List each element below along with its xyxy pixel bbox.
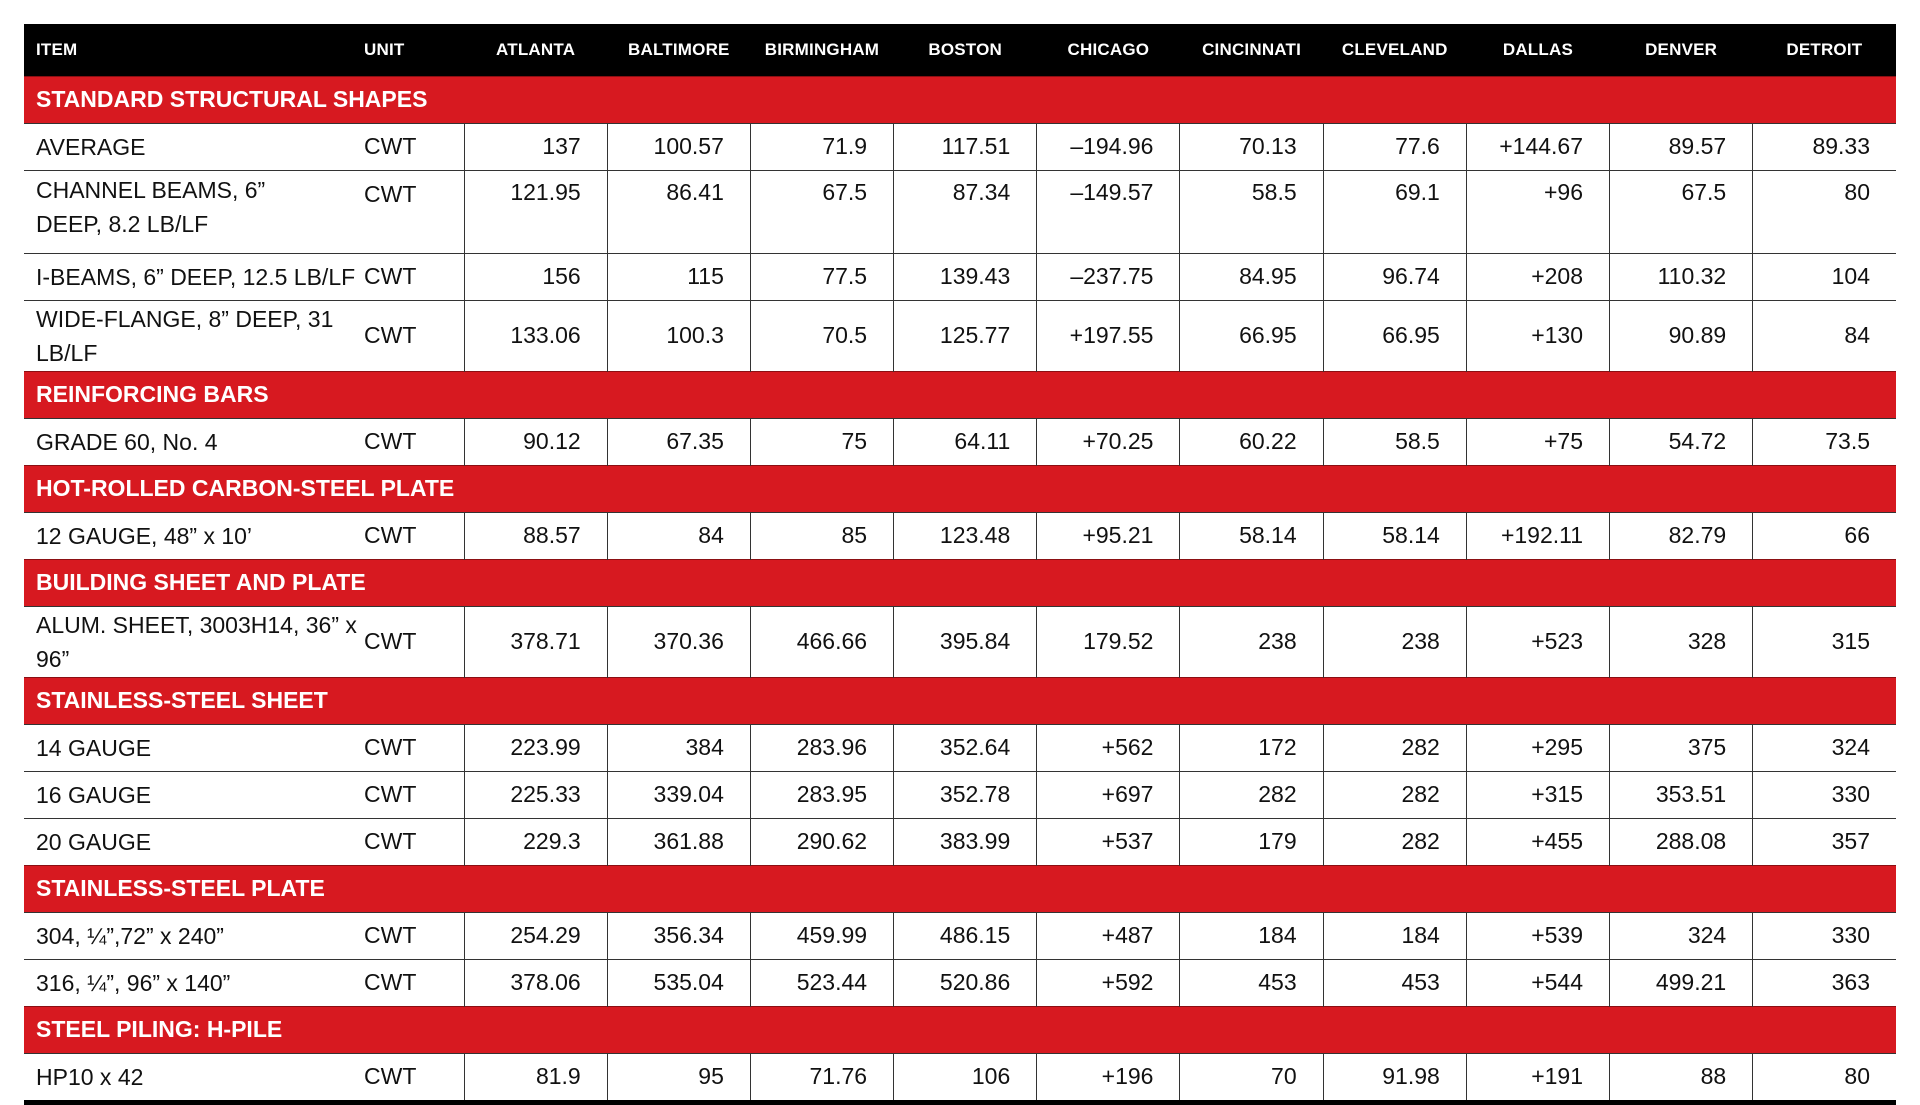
item-cell: 16 GAUGE <box>24 771 364 818</box>
price-cell: 535.04 <box>607 959 750 1006</box>
item-cell: AVERAGE <box>24 123 364 170</box>
price-cell: +144.67 <box>1466 123 1609 170</box>
price-cell: 64.11 <box>894 418 1037 465</box>
price-cell: +592 <box>1037 959 1180 1006</box>
item-cell: 20 GAUGE <box>24 818 364 865</box>
price-cell: 73.5 <box>1753 418 1896 465</box>
price-cell: 90.89 <box>1610 300 1753 371</box>
header-city: DENVER <box>1645 39 1718 59</box>
item-cell: HP10 x 42 <box>24 1053 364 1102</box>
section-header-row <box>24 76 1896 123</box>
price-cell: 85 <box>750 512 893 559</box>
price-cell: 91.98 <box>1323 1053 1466 1102</box>
price-cell: 378.06 <box>464 959 607 1006</box>
price-cell: 353.51 <box>1610 771 1753 818</box>
price-cell: 67.35 <box>607 418 750 465</box>
price-cell: 282 <box>1323 818 1466 865</box>
section-header-row <box>24 865 1896 912</box>
table-row <box>24 959 1896 1006</box>
table-body <box>24 76 1896 1102</box>
price-cell: 121.95 <box>464 170 607 253</box>
price-cell: +208 <box>1466 253 1609 300</box>
price-cell: 459.99 <box>750 912 893 959</box>
price-cell: +130 <box>1466 300 1609 371</box>
price-cell: 179.52 <box>1037 606 1180 677</box>
price-cell: 225.33 <box>464 771 607 818</box>
price-cell: 384 <box>607 724 750 771</box>
item-cell: I-BEAMS, 6” DEEP, 12.5 LB/LF <box>24 253 364 300</box>
price-cell: 96.74 <box>1323 253 1466 300</box>
price-cell: 324 <box>1753 724 1896 771</box>
unit-cell: CWT <box>364 170 464 253</box>
table-row <box>24 1053 1896 1102</box>
item-cell: 304, ¼”,72” x 240” <box>24 912 364 959</box>
price-cell: 125.77 <box>894 300 1037 371</box>
price-cell: 356.34 <box>607 912 750 959</box>
section-title: HOT-ROLLED CARBON-STEEL PLATE <box>24 465 1896 512</box>
section-title: STANDARD STRUCTURAL SHAPES <box>24 76 1896 123</box>
item-cell: CHANNEL BEAMS, 6” DEEP, 8.2 LB/LF <box>24 170 364 253</box>
price-cell: 184 <box>1180 912 1323 959</box>
price-cell: 58.5 <box>1180 170 1323 253</box>
header-city: BOSTON <box>928 39 1002 59</box>
price-cell: 100.57 <box>607 123 750 170</box>
price-cell: 254.29 <box>464 912 607 959</box>
header-city: CHICAGO <box>1067 39 1150 59</box>
header-city: CLEVELAND <box>1341 39 1448 59</box>
price-cell: 84.95 <box>1180 253 1323 300</box>
price-cell: 466.66 <box>750 606 893 677</box>
price-cell: +191 <box>1466 1053 1609 1102</box>
price-cell: 330 <box>1753 912 1896 959</box>
price-cell: 123.48 <box>894 512 1037 559</box>
price-cell: 67.5 <box>1610 170 1753 253</box>
section-header-row <box>24 677 1896 724</box>
table-row <box>24 300 1896 371</box>
table-row <box>24 418 1896 465</box>
steel-price-table <box>24 24 1896 1105</box>
price-cell: 80 <box>1753 1053 1896 1102</box>
price-cell: 330 <box>1753 771 1896 818</box>
price-cell: 139.43 <box>894 253 1037 300</box>
header-city: CINCINNATI <box>1202 39 1302 59</box>
price-cell: 328 <box>1610 606 1753 677</box>
price-cell: 395.84 <box>894 606 1037 677</box>
price-cell: 378.71 <box>464 606 607 677</box>
price-cell: 288.08 <box>1610 818 1753 865</box>
price-cell: 172 <box>1180 724 1323 771</box>
header-item: ITEM <box>36 39 78 59</box>
price-cell: 58.5 <box>1323 418 1466 465</box>
price-cell: 283.96 <box>750 724 893 771</box>
price-cell: 81.9 <box>464 1053 607 1102</box>
item-cell: ALUM. SHEET, 3003H14, 36” x 96” <box>24 606 364 677</box>
price-cell: +537 <box>1037 818 1180 865</box>
price-cell: 184 <box>1323 912 1466 959</box>
header-unit: UNIT <box>364 39 405 59</box>
section-title: STAINLESS-STEEL SHEET <box>24 677 1896 724</box>
price-cell: 238 <box>1323 606 1466 677</box>
price-cell: 282 <box>1323 724 1466 771</box>
price-cell: 77.5 <box>750 253 893 300</box>
price-cell: 106 <box>894 1053 1037 1102</box>
price-cell: 58.14 <box>1180 512 1323 559</box>
price-cell: +95.21 <box>1037 512 1180 559</box>
price-cell: 115 <box>607 253 750 300</box>
price-cell: 352.64 <box>894 724 1037 771</box>
unit-cell: CWT <box>364 724 464 771</box>
unit-cell: CWT <box>364 818 464 865</box>
price-cell: 87.34 <box>894 170 1037 253</box>
price-cell: 370.36 <box>607 606 750 677</box>
unit-cell: CWT <box>364 123 464 170</box>
table-row <box>24 170 1896 253</box>
price-cell: –149.57 <box>1037 170 1180 253</box>
price-cell: 324 <box>1610 912 1753 959</box>
item-cell: 12 GAUGE, 48” x 10’ <box>24 512 364 559</box>
price-cell: 69.1 <box>1323 170 1466 253</box>
price-cell: 453 <box>1180 959 1323 1006</box>
section-title: STEEL PILING: H-PILE <box>24 1006 1896 1053</box>
price-cell: 84 <box>1753 300 1896 371</box>
price-cell: +192.11 <box>1466 512 1609 559</box>
price-cell: 315 <box>1753 606 1896 677</box>
price-cell: 54.72 <box>1610 418 1753 465</box>
price-cell: 486.15 <box>894 912 1037 959</box>
item-cell: GRADE 60, No. 4 <box>24 418 364 465</box>
price-cell: +70.25 <box>1037 418 1180 465</box>
table-row <box>24 724 1896 771</box>
price-cell: 70.13 <box>1180 123 1323 170</box>
price-cell: 70 <box>1180 1053 1323 1102</box>
price-cell: +315 <box>1466 771 1609 818</box>
table-row <box>24 912 1896 959</box>
price-cell: 75 <box>750 418 893 465</box>
section-title: STAINLESS-STEEL PLATE <box>24 865 1896 912</box>
item-cell: 14 GAUGE <box>24 724 364 771</box>
unit-cell: CWT <box>364 418 464 465</box>
price-cell: +197.55 <box>1037 300 1180 371</box>
item-cell: WIDE-FLANGE, 8” DEEP, 31 LB/LF <box>24 300 364 371</box>
price-cell: 229.3 <box>464 818 607 865</box>
price-cell: 361.88 <box>607 818 750 865</box>
price-cell: 84 <box>607 512 750 559</box>
price-cell: 100.3 <box>607 300 750 371</box>
unit-cell: CWT <box>364 300 464 371</box>
price-cell: 290.62 <box>750 818 893 865</box>
price-cell: 95 <box>607 1053 750 1102</box>
price-cell: 282 <box>1323 771 1466 818</box>
price-cell: +697 <box>1037 771 1180 818</box>
price-cell: 117.51 <box>894 123 1037 170</box>
header-city: ATLANTA <box>496 39 576 59</box>
section-header-row <box>24 465 1896 512</box>
price-cell: 88.57 <box>464 512 607 559</box>
section-title: REINFORCING BARS <box>24 371 1896 418</box>
price-cell: 90.12 <box>464 418 607 465</box>
table-row <box>24 606 1896 677</box>
price-cell: –194.96 <box>1037 123 1180 170</box>
price-cell: 66.95 <box>1180 300 1323 371</box>
price-cell: 520.86 <box>894 959 1037 1006</box>
price-cell: 66.95 <box>1323 300 1466 371</box>
price-cell: 499.21 <box>1610 959 1753 1006</box>
price-cell: 88 <box>1610 1053 1753 1102</box>
price-cell: +295 <box>1466 724 1609 771</box>
unit-cell: CWT <box>364 253 464 300</box>
price-cell: 283.95 <box>750 771 893 818</box>
header-city: BIRMINGHAM <box>764 39 880 59</box>
price-cell: 339.04 <box>607 771 750 818</box>
table-row <box>24 123 1896 170</box>
section-title: BUILDING SHEET AND PLATE <box>24 559 1896 606</box>
price-cell: 137 <box>464 123 607 170</box>
price-cell: 453 <box>1323 959 1466 1006</box>
price-cell: 77.6 <box>1323 123 1466 170</box>
price-cell: 238 <box>1180 606 1323 677</box>
item-cell: 316, ¼”, 96” x 140” <box>24 959 364 1006</box>
price-cell: 70.5 <box>750 300 893 371</box>
table-row <box>24 253 1896 300</box>
table-row <box>24 771 1896 818</box>
price-cell: 60.22 <box>1180 418 1323 465</box>
price-cell: 375 <box>1610 724 1753 771</box>
price-cell: 89.57 <box>1610 123 1753 170</box>
price-cell: +544 <box>1466 959 1609 1006</box>
price-cell: 66 <box>1753 512 1896 559</box>
price-cell: 67.5 <box>750 170 893 253</box>
section-header-row <box>24 559 1896 606</box>
price-cell: 82.79 <box>1610 512 1753 559</box>
price-cell: 86.41 <box>607 170 750 253</box>
price-cell: 133.06 <box>464 300 607 371</box>
price-cell: +196 <box>1037 1053 1180 1102</box>
price-cell: +562 <box>1037 724 1180 771</box>
unit-cell: CWT <box>364 1053 464 1102</box>
section-header-row <box>24 371 1896 418</box>
table-row <box>24 818 1896 865</box>
unit-cell: CWT <box>364 512 464 559</box>
price-cell: 223.99 <box>464 724 607 771</box>
price-cell: 71.9 <box>750 123 893 170</box>
price-cell: +523 <box>1466 606 1609 677</box>
header-row <box>24 24 1896 76</box>
header-city: DETROIT <box>1786 39 1863 59</box>
price-cell: 352.78 <box>894 771 1037 818</box>
price-cell: –237.75 <box>1037 253 1180 300</box>
price-cell: +487 <box>1037 912 1180 959</box>
table-row <box>24 512 1896 559</box>
unit-cell: CWT <box>364 771 464 818</box>
unit-cell: CWT <box>364 912 464 959</box>
unit-cell: CWT <box>364 606 464 677</box>
header-city: BALTIMORE <box>628 39 730 59</box>
price-cell: +75 <box>1466 418 1609 465</box>
price-cell: 282 <box>1180 771 1323 818</box>
price-cell: 80 <box>1753 170 1896 253</box>
header-city: DALLAS <box>1502 39 1573 59</box>
price-cell: 357 <box>1753 818 1896 865</box>
price-cell: 383.99 <box>894 818 1037 865</box>
price-cell: 104 <box>1753 253 1896 300</box>
price-cell: 71.76 <box>750 1053 893 1102</box>
price-cell: 363 <box>1753 959 1896 1006</box>
price-cell: 58.14 <box>1323 512 1466 559</box>
price-cell: +96 <box>1466 170 1609 253</box>
price-cell: 110.32 <box>1610 253 1753 300</box>
price-cell: 179 <box>1180 818 1323 865</box>
price-cell: 156 <box>464 253 607 300</box>
price-cell: 89.33 <box>1753 123 1896 170</box>
unit-cell: CWT <box>364 959 464 1006</box>
price-cell: +539 <box>1466 912 1609 959</box>
price-cell: 523.44 <box>750 959 893 1006</box>
price-cell: +455 <box>1466 818 1609 865</box>
